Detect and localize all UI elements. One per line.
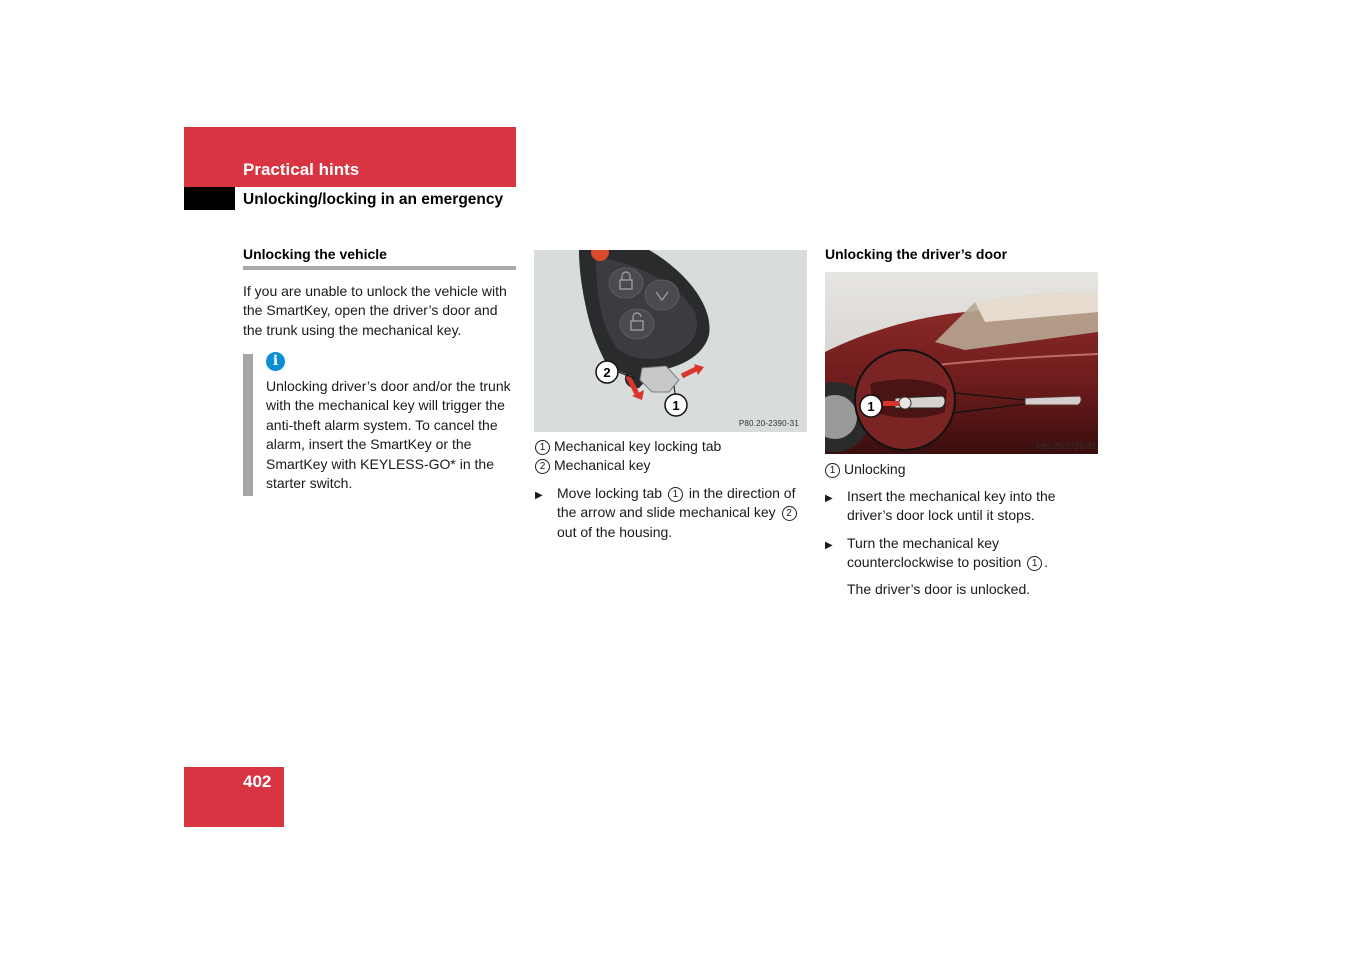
callout-1: 1	[867, 399, 875, 414]
door-figure	[825, 272, 1098, 454]
unlocking-vehicle-heading: Unlocking the vehicle	[243, 246, 387, 262]
legend-item: 2 Mechanical key	[535, 456, 810, 475]
chapter-title: Practical hints	[243, 160, 360, 179]
callout-2: 2	[603, 365, 611, 380]
step-insert-key	[825, 487, 1099, 526]
unlocking-door-heading: Unlocking the driver’s door	[825, 246, 1008, 262]
legend-item: 1 Unlocking	[825, 460, 1100, 479]
step-move-tab	[535, 484, 807, 542]
bullet-triangle-icon: ▶	[825, 540, 833, 551]
section-marker	[184, 187, 235, 210]
step-text: Turn the mechanical key counterclockwise to position 1 .	[847, 535, 1049, 571]
smartkey-illustration	[534, 250, 807, 432]
info-icon: i	[266, 352, 285, 371]
heading-rule	[243, 266, 516, 270]
callout-1: 1	[672, 398, 680, 413]
bullet-triangle-icon: ▶	[825, 493, 833, 504]
intro-paragraph: If you are unable to unlock the vehicle with the SmartKey, open the driver’s door and the trunk using the mechanical key.	[243, 283, 507, 338]
note-text: Unlocking driver’s door and/or the trunk with the mechanical key will trigger the anti-theft alarm system. To cancel the alarm, insert the SmartKey or the SmartKey with KEYLESS-GO* in the starter switch.	[266, 378, 511, 492]
step-text: Insert the mechanical key into the driver’s door lock until it stops.	[847, 488, 1056, 524]
page-number: 402	[243, 772, 272, 791]
step-turn-key	[825, 534, 1099, 573]
key-legend	[535, 437, 810, 476]
door-illustration	[825, 272, 1098, 454]
result-text: The driver’s door is unlocked.	[847, 581, 1031, 597]
section-title: Unlocking/locking in an emergency	[243, 191, 504, 208]
figure-code: P80.20-2729-31	[1035, 442, 1096, 451]
note-sidebar	[243, 354, 253, 496]
door-legend	[825, 460, 1100, 479]
smartkey-figure	[534, 250, 807, 432]
step-text: Move locking tab 1 in the direction of the arrow and slide mechanical key 2 out of the housing.	[557, 485, 796, 540]
bullet-triangle-icon: ▶	[535, 490, 543, 501]
legend-item: 1 Mechanical key locking tab	[535, 437, 810, 456]
figure-code: P80.20-2390-31	[738, 419, 799, 428]
